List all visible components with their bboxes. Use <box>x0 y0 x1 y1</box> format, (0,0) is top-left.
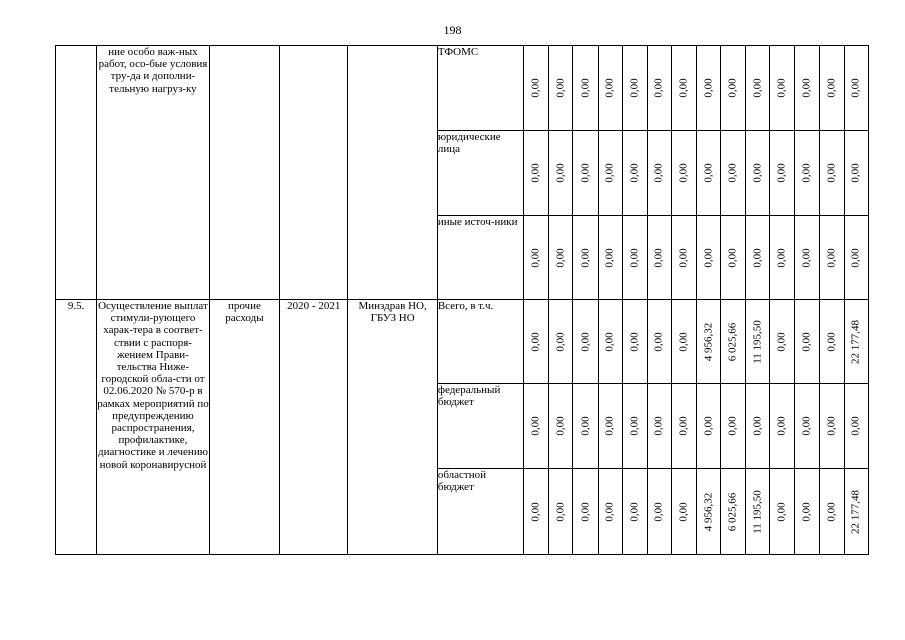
value-text: 0,00 <box>825 501 838 522</box>
value-cell <box>746 216 770 300</box>
value-cell <box>622 46 647 131</box>
value-cell <box>721 216 746 300</box>
value-cell <box>598 469 622 555</box>
expense-type: прочие расходы <box>209 300 279 555</box>
value-cell <box>598 300 622 384</box>
table-row <box>56 300 869 384</box>
value-cell <box>622 384 647 469</box>
value-cell <box>721 46 746 131</box>
value-cell <box>549 46 573 131</box>
value-text: 22 177,48 <box>849 319 862 364</box>
value-cell <box>697 131 721 216</box>
value-cell <box>795 469 819 555</box>
value-cell <box>549 384 573 469</box>
measure-number: 9.5. <box>56 300 97 555</box>
value-text: 0,00 <box>800 247 813 268</box>
value-text: 6 025,66 <box>726 322 739 361</box>
funding-source: федеральный бюджет <box>437 384 523 469</box>
value-cell <box>622 216 647 300</box>
value-cell <box>770 216 795 300</box>
value-cell <box>524 384 549 469</box>
value-cell <box>598 384 622 469</box>
value-cell <box>697 46 721 131</box>
value-text: 0,00 <box>579 163 592 183</box>
value-cell <box>746 384 770 469</box>
value-cell <box>770 384 795 469</box>
value-cell <box>844 300 868 384</box>
value-text: 0,00 <box>554 501 567 522</box>
value-text: 6 025,66 <box>726 492 739 531</box>
value-cell <box>819 46 844 131</box>
value-text: 0,00 <box>702 416 715 436</box>
value-cell <box>524 131 549 216</box>
value-text: 0,00 <box>677 78 690 98</box>
value-text: 0,00 <box>603 163 616 183</box>
value-cell <box>647 46 671 131</box>
value-text: 0,00 <box>603 331 616 352</box>
value-text: 0,00 <box>825 247 838 268</box>
value-text: 0,00 <box>529 247 542 268</box>
value-text: 0,00 <box>579 247 592 268</box>
value-cell <box>697 469 721 555</box>
value-text: 0,00 <box>825 163 838 183</box>
value-text: 0,00 <box>628 163 641 183</box>
value-text: 0,00 <box>775 78 788 98</box>
value-cell <box>770 300 795 384</box>
value-text: 0,00 <box>677 501 690 522</box>
table-row <box>56 46 869 131</box>
executor <box>348 46 437 300</box>
value-text: 0,00 <box>579 416 592 436</box>
value-text: 0,00 <box>825 78 838 98</box>
value-text: 0,00 <box>825 331 838 352</box>
value-text: 0,00 <box>652 331 665 352</box>
value-text: 0,00 <box>554 78 567 98</box>
value-text: 0,00 <box>529 163 542 183</box>
value-cell <box>819 469 844 555</box>
value-cell <box>721 300 746 384</box>
value-text: 0,00 <box>775 331 788 352</box>
value-cell <box>844 216 868 300</box>
value-cell <box>819 216 844 300</box>
value-text: 0,00 <box>579 331 592 352</box>
value-cell <box>721 131 746 216</box>
value-text: 0,00 <box>554 163 567 183</box>
value-text: 0,00 <box>554 416 567 436</box>
value-text: 0,00 <box>849 416 862 436</box>
value-cell <box>795 131 819 216</box>
value-cell <box>746 131 770 216</box>
value-cell <box>819 384 844 469</box>
value-text: 0,00 <box>751 163 764 183</box>
value-text: 0,00 <box>529 501 542 522</box>
value-text: 0,00 <box>825 416 838 436</box>
value-cell <box>647 384 671 469</box>
implementation-period <box>280 46 348 300</box>
value-text: 4 956,32 <box>702 322 715 361</box>
funding-source: Всего, в т.ч. <box>437 300 523 384</box>
value-cell <box>795 46 819 131</box>
value-text: 0,00 <box>726 163 739 183</box>
value-text: 0,00 <box>677 247 690 268</box>
value-cell <box>844 131 868 216</box>
value-cell <box>647 469 671 555</box>
value-text: 0,00 <box>726 78 739 98</box>
value-text: 11 195,50 <box>751 319 764 364</box>
value-text: 0,00 <box>652 78 665 98</box>
value-text: 0,00 <box>726 416 739 436</box>
value-text: 0,00 <box>677 331 690 352</box>
value-cell <box>549 300 573 384</box>
value-cell <box>770 46 795 131</box>
value-text: 0,00 <box>751 416 764 436</box>
value-text: 0,00 <box>726 247 739 268</box>
value-text: 0,00 <box>800 416 813 436</box>
value-cell <box>647 216 671 300</box>
measure-number <box>56 46 97 300</box>
value-text: 0,00 <box>652 247 665 268</box>
funding-source: ТФОМС <box>437 46 523 131</box>
value-cell <box>671 384 696 469</box>
value-text: 0,00 <box>529 416 542 436</box>
value-text: 0,00 <box>677 163 690 183</box>
value-cell <box>697 384 721 469</box>
value-cell <box>524 216 549 300</box>
value-cell <box>795 300 819 384</box>
value-text: 0,00 <box>554 247 567 268</box>
funding-source: юридические лица <box>437 131 523 216</box>
value-text: 0,00 <box>652 416 665 436</box>
expense-type <box>209 46 279 300</box>
value-cell <box>549 469 573 555</box>
value-text: 0,00 <box>800 331 813 352</box>
value-cell <box>671 469 696 555</box>
value-cell <box>524 300 549 384</box>
value-text: 0,00 <box>628 78 641 98</box>
executor: Минздрав НО, ГБУЗ НО <box>348 300 437 555</box>
value-cell <box>844 469 868 555</box>
value-cell <box>573 384 598 469</box>
page-number: 198 <box>443 23 462 37</box>
funding-source: иные источ-ники <box>437 216 523 300</box>
value-cell <box>746 46 770 131</box>
value-cell <box>549 131 573 216</box>
value-cell <box>795 384 819 469</box>
value-text: 0,00 <box>849 78 862 98</box>
value-cell <box>549 216 573 300</box>
value-cell <box>524 469 549 555</box>
value-cell <box>671 131 696 216</box>
value-cell <box>647 300 671 384</box>
value-text: 0,00 <box>849 163 862 183</box>
value-text: 11 195,50 <box>751 489 764 534</box>
value-cell <box>844 384 868 469</box>
value-cell <box>697 300 721 384</box>
value-text: 0,00 <box>652 501 665 522</box>
measure-name: Осуществление выплат стимули-рующего харак-тера в соответ-ствии с распоря-жением Прави-тельства Ниже-городской обла-сти от 02.06.2020 № 570-р в рамках мероприятий по предупреждению распространения, профилактике, диагностике и лечению новой коронавирусной <box>97 300 210 555</box>
value-cell <box>844 46 868 131</box>
value-text: 0,00 <box>775 501 788 522</box>
value-text: 0,00 <box>800 501 813 522</box>
value-cell <box>622 469 647 555</box>
value-cell <box>770 131 795 216</box>
value-cell <box>573 46 598 131</box>
value-text: 0,00 <box>800 78 813 98</box>
value-text: 0,00 <box>702 78 715 98</box>
funding-source: областной бюджет <box>437 469 523 555</box>
value-cell <box>819 131 844 216</box>
value-text: 0,00 <box>775 163 788 183</box>
value-text: 0,00 <box>529 331 542 352</box>
value-text: 0,00 <box>529 78 542 98</box>
value-text: 0,00 <box>628 247 641 268</box>
value-cell <box>573 300 598 384</box>
value-text: 0,00 <box>579 78 592 98</box>
value-text: 4 956,32 <box>702 492 715 531</box>
value-text: 0,00 <box>603 416 616 436</box>
value-text: 0,00 <box>775 416 788 436</box>
value-cell <box>770 469 795 555</box>
measure-name: ние особо важ-ных работ, осо-бые условия тру-да и дополни-тельную нагруз-ку <box>97 46 210 300</box>
value-text: 0,00 <box>628 501 641 522</box>
value-cell <box>671 300 696 384</box>
value-cell <box>524 46 549 131</box>
value-cell <box>573 469 598 555</box>
value-cell <box>573 131 598 216</box>
value-text: 0,00 <box>702 163 715 183</box>
value-text: 22 177,48 <box>849 489 862 534</box>
value-text: 0,00 <box>603 78 616 98</box>
value-text: 0,00 <box>751 78 764 98</box>
value-cell <box>598 216 622 300</box>
value-text: 0,00 <box>628 331 641 352</box>
value-text: 0,00 <box>849 247 862 268</box>
value-cell <box>573 216 598 300</box>
value-cell <box>795 216 819 300</box>
value-cell <box>746 469 770 555</box>
value-cell <box>671 216 696 300</box>
value-text: 0,00 <box>579 501 592 522</box>
value-text: 0,00 <box>603 247 616 268</box>
value-text: 0,00 <box>702 247 715 268</box>
value-text: 0,00 <box>603 501 616 522</box>
value-text: 0,00 <box>800 163 813 183</box>
value-cell <box>671 46 696 131</box>
value-text: 0,00 <box>775 247 788 268</box>
value-cell <box>598 131 622 216</box>
value-text: 0,00 <box>554 331 567 352</box>
value-cell <box>622 131 647 216</box>
value-text: 0,00 <box>628 416 641 436</box>
value-cell <box>721 469 746 555</box>
value-cell <box>622 300 647 384</box>
value-cell <box>746 300 770 384</box>
implementation-period: 2020 - 2021 <box>280 300 348 555</box>
value-cell <box>721 384 746 469</box>
value-text: 0,00 <box>677 416 690 436</box>
value-cell <box>598 46 622 131</box>
value-cell <box>697 216 721 300</box>
value-text: 0,00 <box>751 247 764 268</box>
value-text: 0,00 <box>652 163 665 183</box>
value-cell <box>647 131 671 216</box>
value-cell <box>819 300 844 384</box>
budget-table <box>55 45 869 555</box>
